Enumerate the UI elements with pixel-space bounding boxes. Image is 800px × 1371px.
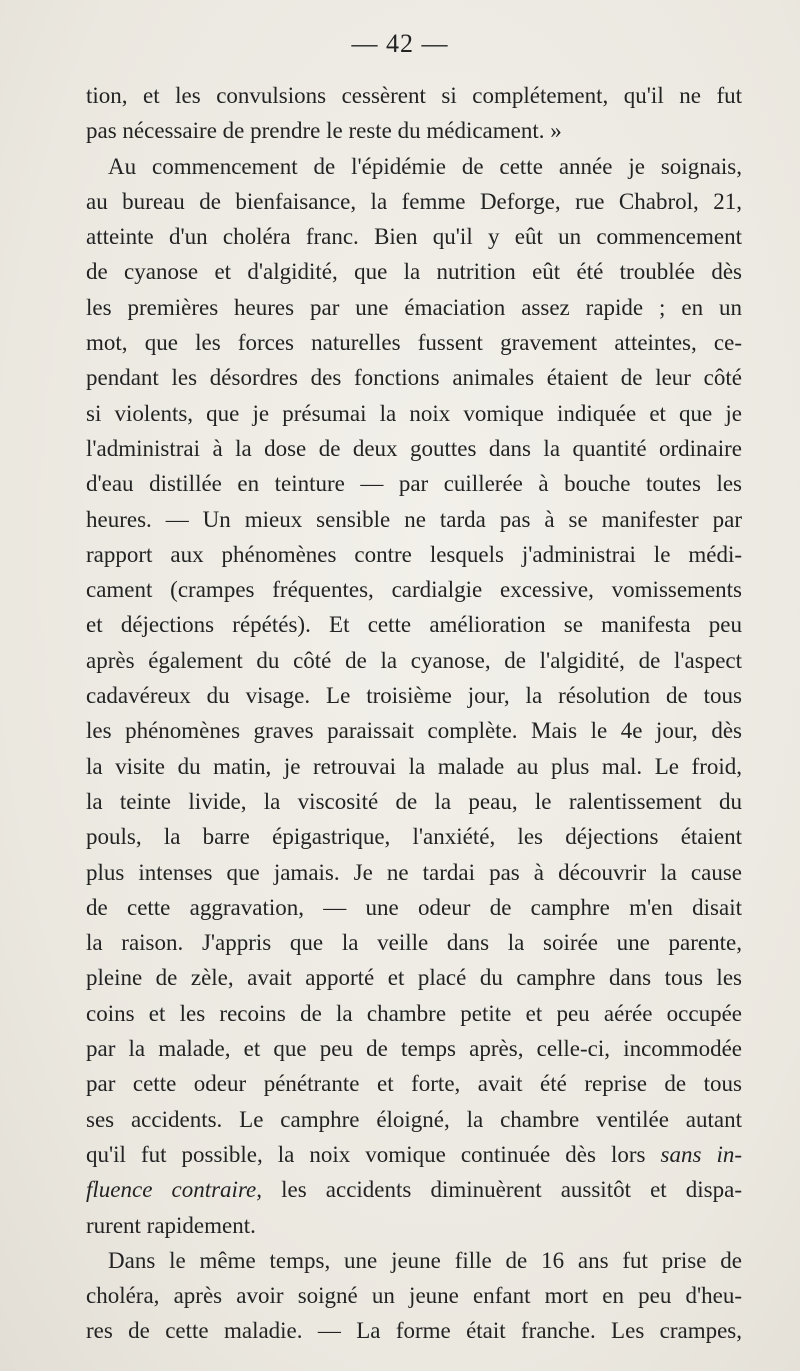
text-line: de cette aggravation, — une odeur de camphre m'en disait [86,894,742,920]
body-text [86,78,742,1349]
text-line: plus intenses que jamais. Je ne tardai pas à découvrir la cause [86,859,742,885]
text-line: et déjections répétés). Et cette amélioration se manifesta peu [86,612,742,638]
line-rest: les accidents diminuèrent aussitôt et dispa- [262,1177,742,1203]
text-line: au bureau de bienfaisance, la femme Deforge, rue Chabrol, 21, [86,188,742,214]
text-line: la raison. J'appris que la veille dans la soirée une parente, [86,930,742,956]
text-line: heures. — Un mieux sensible ne tarda pas à se manifester par [86,506,742,532]
text-line: rapport aux phénomènes contre lesquels j'administrai le médi- [86,541,742,567]
text-line: mot, que les forces naturelles fussent gravement atteintes, ce- [86,330,742,356]
page-number: — 42 — [351,29,449,58]
text-line: pas nécessaire de prendre le reste du médicament. » [86,118,562,144]
text-line: l'administrai à la dose de deux gouttes dans la quantité ordinaire [86,435,742,461]
text-line: atteinte d'un choléra franc. Bien qu'il y eût un commencement [86,224,742,250]
text-line: choléra, après avoir soigné un jeune enfant mort en peu d'heu- [86,1283,742,1309]
text-line: rurent rapidement. [86,1212,256,1238]
text-line-with-italic [86,1137,742,1172]
text-line: de cyanose et d'algidité, que la nutrition eût été troublée dès [86,259,742,285]
text-line: cadavéreux du visage. Le troisième jour, la résolution de tous [86,683,742,709]
text-line: cament (crampes fréquentes, cardialgie excessive, vomissements [86,577,742,603]
text-line: la teinte livide, la viscosité de la peau, le ralentissement du [86,788,742,814]
text-line: pendant les désordres des fonctions animales étaient de leur côté [86,365,742,391]
text-line: si violents, que je présumai la noix vomique indiquée et que je [86,400,742,426]
text-line: ses accidents. Le camphre éloigné, la chambre ventilée autant [86,1106,742,1132]
text-line: les phénomènes graves paraissait complète. Mais le 4e jour, dès [86,718,742,744]
text-line: les premières heures par une émaciation assez rapide ; en un [86,294,742,320]
text-line: d'eau distillée en teinture — par cuillerée à bouche toutes les [86,471,742,497]
text-line: après également du côté de la cyanose, de l'algidité, de l'aspect [86,647,742,673]
paragraph-start-line: Au commencement de l'épidémie de cette année je soignais, [108,153,742,179]
paragraph-start-line: Dans le même temps, une jeune fille de 16 ans fut prise de [108,1247,742,1273]
text-line: tion, et les convulsions cessèrent si complétement, qu'il ne fut [86,83,742,108]
italic-phrase: sans in- [660,1141,742,1167]
text-line: coins et les recoins de la chambre petite et peu aérée occupée [86,1000,742,1026]
italic-phrase: fluence contraire, [86,1177,263,1203]
text-line: par cette odeur pénétrante et forte, avait été reprise de tous [86,1071,742,1097]
text-line: pouls, la barre épigastrique, l'anxiété, les déjections étaient [86,824,742,850]
text-line: par la malade, et que peu de temps après, celle-ci, incommodée [86,1036,742,1062]
text-line-with-italic [86,1172,742,1207]
text-line: pleine de zèle, avait apporté et placé du camphre dans tous les [86,965,742,991]
text-line: res de cette maladie. — La forme était franche. Les crampes, [86,1318,742,1344]
text-line: la visite du matin, je retrouvai la malade au plus mal. Le froid, [86,753,742,779]
line-prefix: qu'il fut possible, la noix vomique continuée dès lors [86,1141,661,1167]
